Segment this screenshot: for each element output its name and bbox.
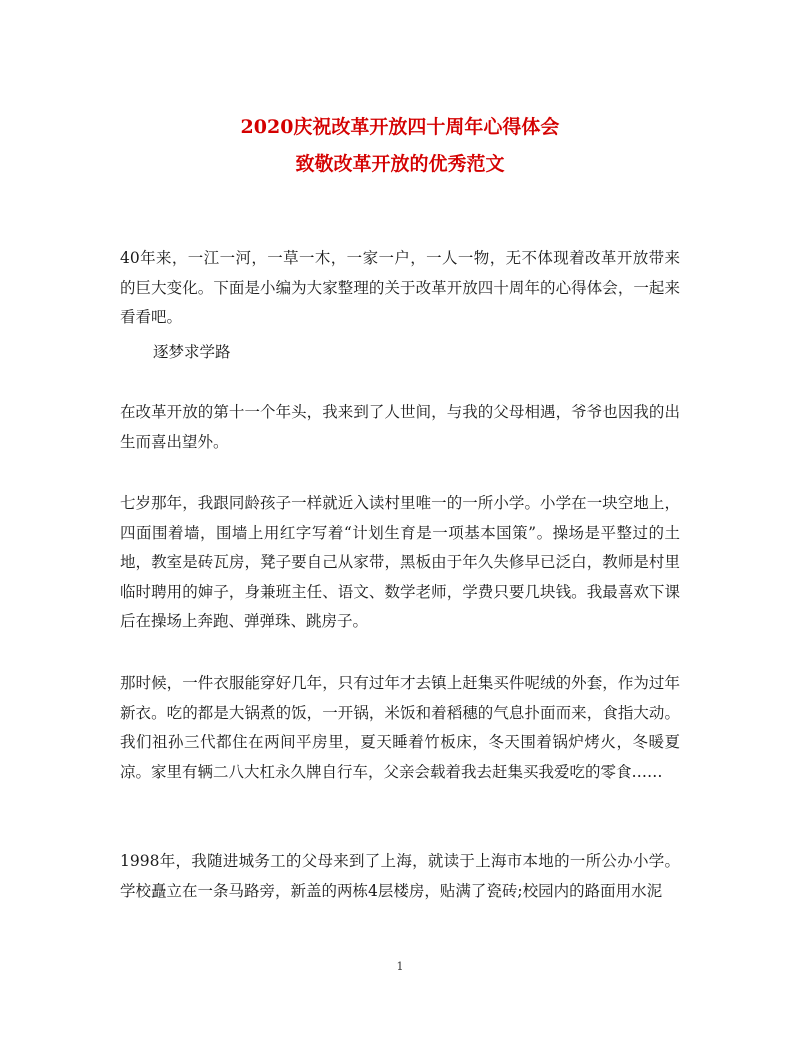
page-number: 1 <box>396 960 404 973</box>
section-subheading: 逐梦求学路 <box>153 343 231 361</box>
body-paragraph: 1998年，我随进城务工的父母来到了上海，就读于上海市本地的一所公办小学。学校矗立在一条马路旁，新盖的两栋4层楼房，贴满了瓷砖;校园内的路面用水泥 <box>120 852 680 900</box>
intro-paragraph: 40年来，一江一河，一草一木，一家一户，一人一物，无不体现着改革开放带来的巨大变化。下面是小编为大家整理的关于改革开放四十周年的心得体会，一起来看看吧。 <box>120 249 680 326</box>
document-title-line-2: 致敬改革开放的优秀范文 <box>295 153 505 175</box>
document-title-line-1: 2020庆祝改革开放四十周年心得体会 <box>240 116 560 138</box>
body-paragraph: 七岁那年，我跟同龄孩子一样就近入读村里唯一的一所小学。小学在一块空地上，四面围着墙，围墙上用红字写着“计划生育是一项基本国策”。操场是平整过的土地，教室是砖瓦房，凳子要自己从家带，黑板由于年久失修早已泛白，教师是村里临时聘用的婶子，身兼班主任、语文、数学老师，学费只要几块钱。我最喜欢下课后在操场上奔跑、弹弹珠、跳房子。 <box>120 494 680 630</box>
body-paragraph: 在改革开放的第十一个年头，我来到了人世间，与我的父母相遇，爷爷也因我的出生而喜出望外。 <box>120 403 680 451</box>
body-paragraph: 那时候，一件衣服能穿好几年，只有过年才去镇上赶集买件呢绒的外套，作为过年新衣。吃的都是大锅煮的饭，一开锅，米饭和着稻穗的气息扑面而来，食指大动。我们祖孙三代都住在两间平房里，夏天睡着竹板床，冬天围着锅炉烤火，冬暖夏凉。家里有辆二八大杠永久牌自行车，父亲会载着我去赶集买我爱吃的零食…… <box>120 674 680 781</box>
